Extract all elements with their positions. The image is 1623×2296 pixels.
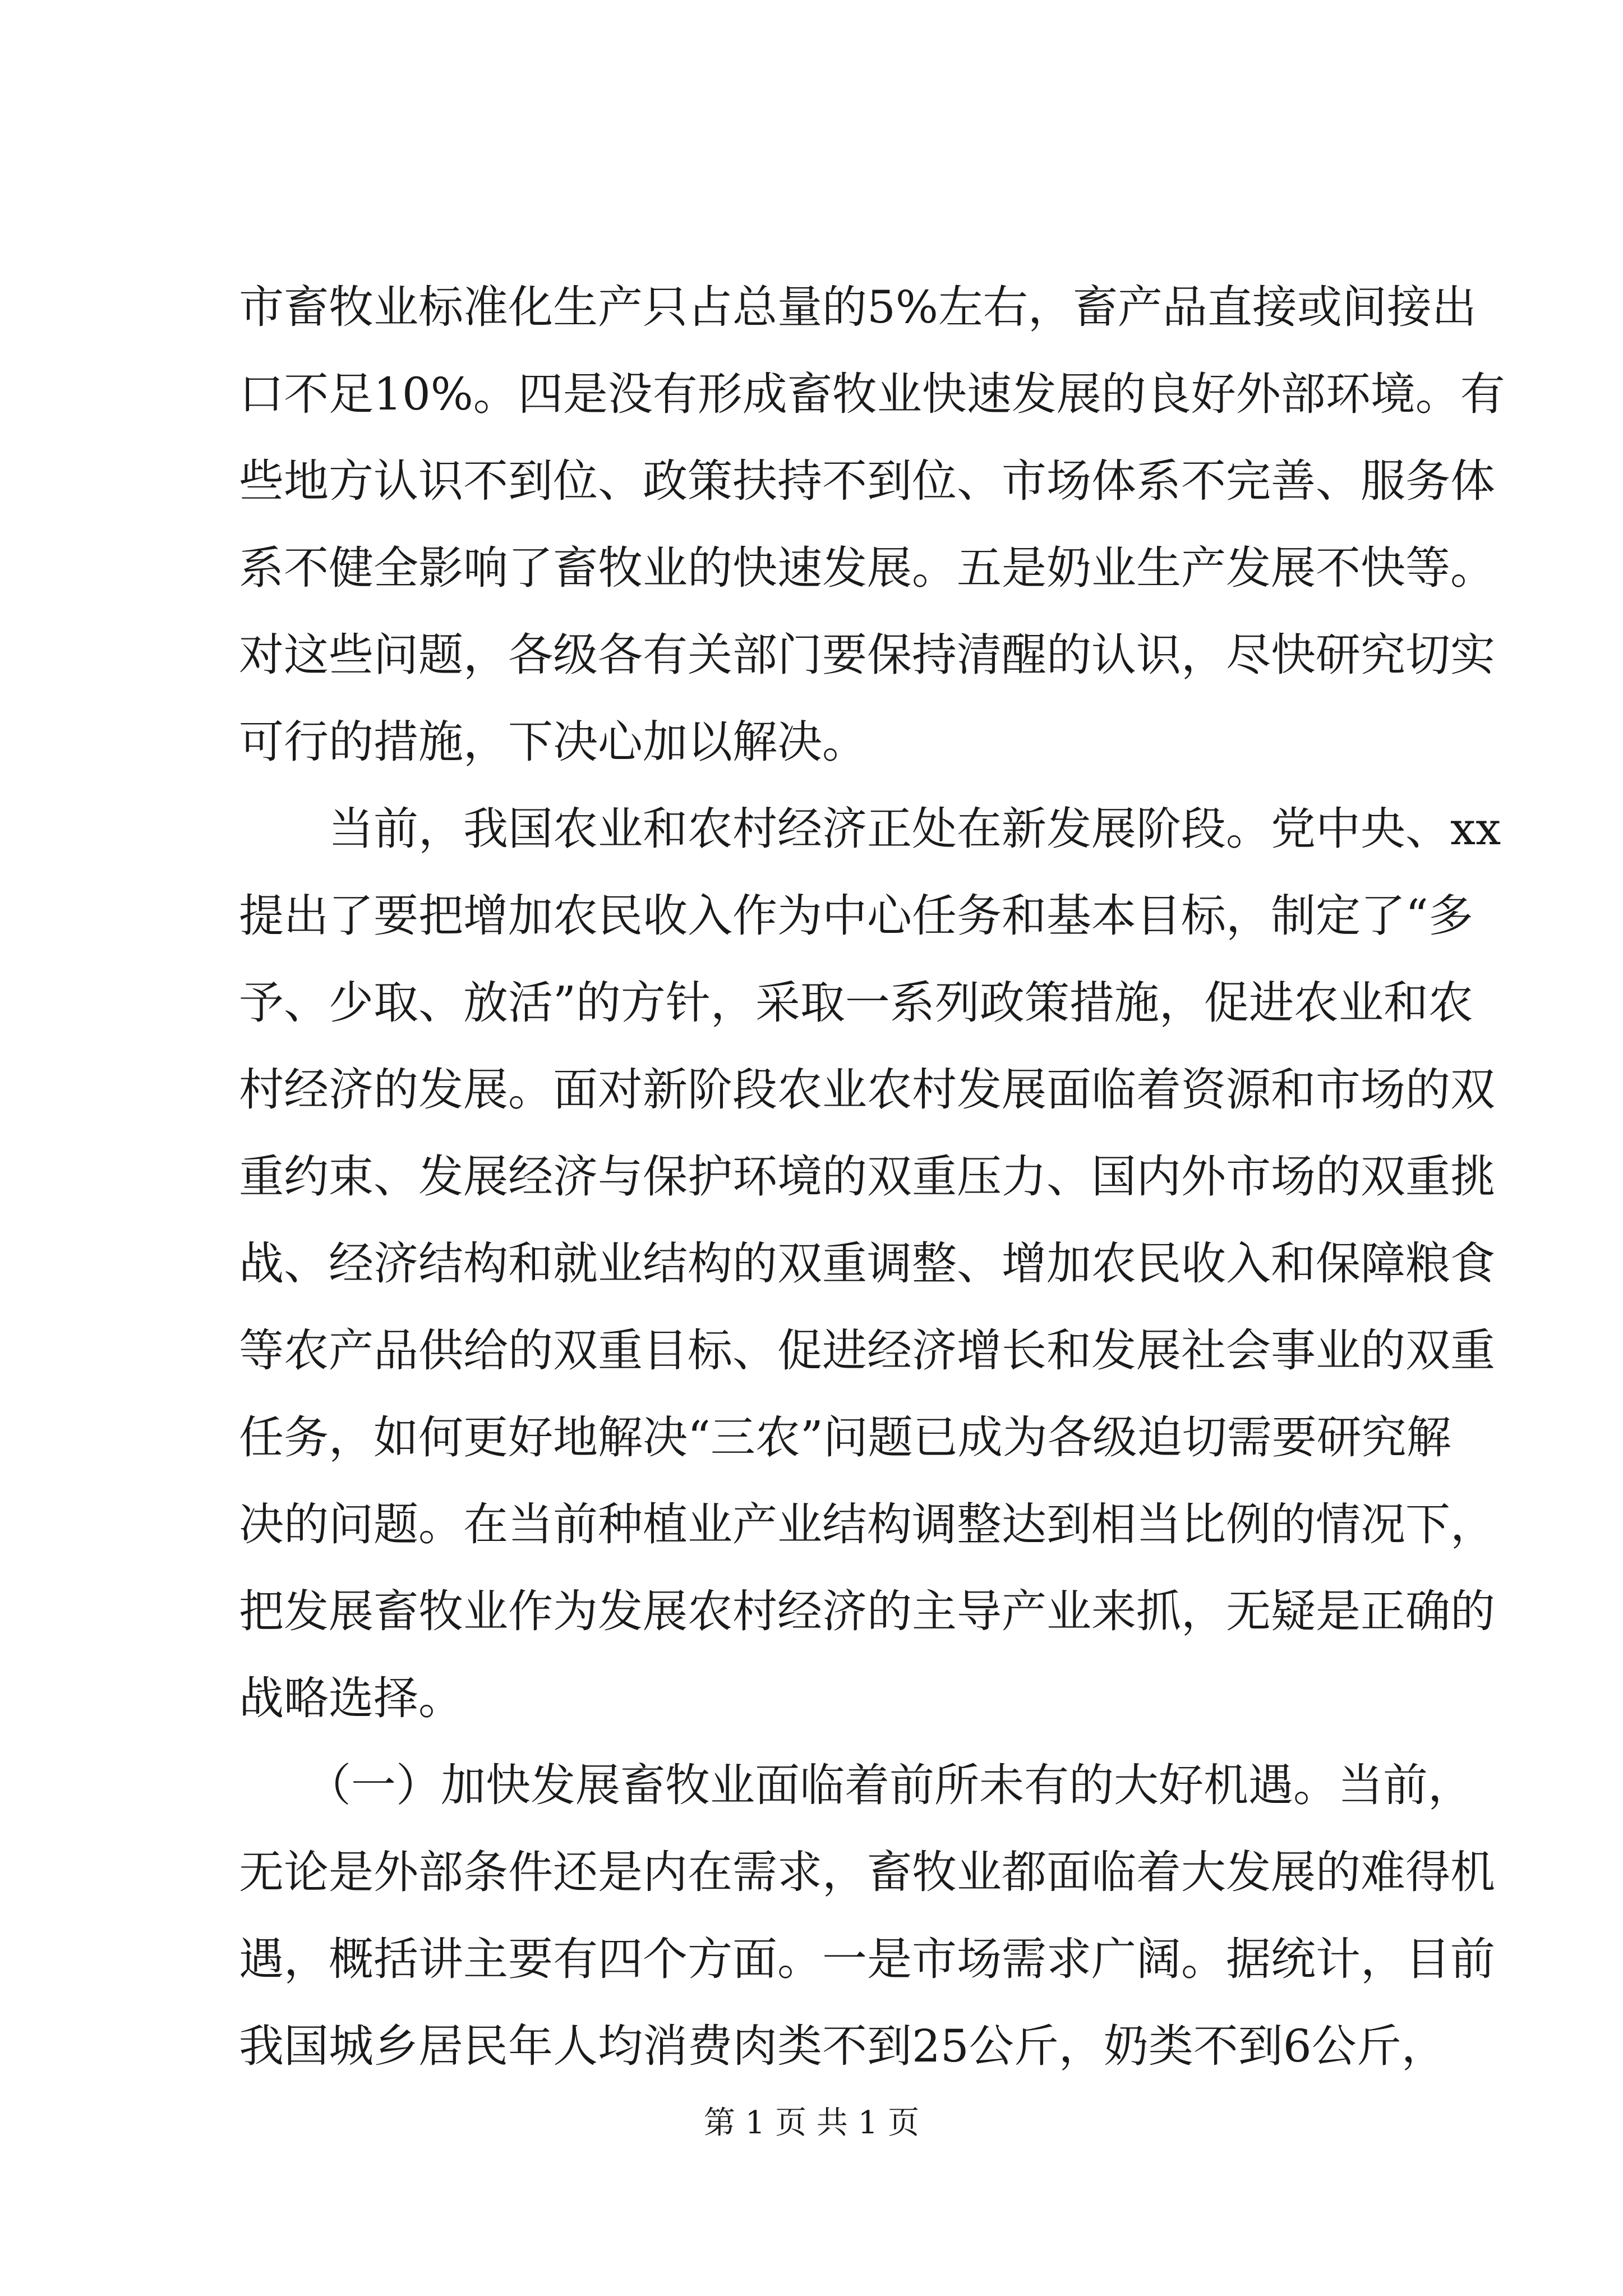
text-line: 予、少取、放活”的方针，采取一系列政策措施，促进农业和农 bbox=[239, 977, 1473, 1029]
text-line: 市畜牧业标准化生产只占总量的5%左右，畜产品直接或间接出 bbox=[239, 281, 1477, 333]
text-line: 可行的措施，下决心加以解决。 bbox=[239, 716, 867, 768]
text-line: 遇，概括讲主要有四个方面。一是市场需求广阔。据统计，目前 bbox=[239, 1933, 1495, 1985]
text-line: 对这些问题，各级各有关部门要保持清醒的认识，尽快研究切实 bbox=[239, 629, 1495, 681]
paragraph-3 bbox=[239, 1742, 1495, 2090]
text-line: 战略选择。 bbox=[239, 1672, 463, 1724]
document-body bbox=[239, 264, 1505, 2090]
text-line: 决的问题。在当前种植业产业结构调整达到相当比例的情况下， bbox=[239, 1498, 1495, 1550]
paragraph-1 bbox=[239, 264, 1505, 785]
text-line: 重约束、发展经济与保护环境的双重压力、国内外市场的双重挑 bbox=[239, 1151, 1495, 1203]
text-line: 等农产品供给的双重目标、促进经济增长和发展社会事业的双重 bbox=[239, 1324, 1495, 1377]
text-line: 系不健全影响了畜牧业的快速发展。五是奶业生产发展不快等。 bbox=[239, 542, 1495, 594]
text-line: 无论是外部条件还是内在需求，畜牧业都面临着大发展的难得机 bbox=[239, 1846, 1495, 1898]
text-line: 当前，我国农业和农村经济正处在新发展阶段。党中央、xx bbox=[239, 803, 1501, 855]
text-line: 些地方认识不到位、政策扶持不到位、市场体系不完善、服务体 bbox=[239, 455, 1495, 507]
text-line: 口不足10%。四是没有形成畜牧业快速发展的良好外部环境。有 bbox=[239, 368, 1505, 420]
text-line: 战、经济结构和就业结构的双重调整、增加农民收入和保障粮食 bbox=[239, 1237, 1495, 1290]
text-line: 把发展畜牧业作为发展农村经济的主导产业来抓，无疑是正确的 bbox=[239, 1585, 1495, 1637]
text-line: 我国城乡居民年人均消费肉类不到25公斤，奶类不到6公斤， bbox=[239, 2020, 1446, 2072]
page-number-footer: 第 1 页 共 1 页 bbox=[703, 2105, 920, 2141]
text-line: 提出了要把增加农民收入作为中心任务和基本目标，制定了“多 bbox=[239, 890, 1473, 942]
text-line: （一）加快发展畜牧业面临着前所未有的大好机遇。当前， bbox=[239, 1759, 1473, 1811]
paragraph-2 bbox=[239, 785, 1501, 1742]
text-line: 村经济的发展。面对新阶段农业农村发展面临着资源和市场的双 bbox=[239, 1064, 1495, 1116]
text-line: 任务，如何更好地解决“三农”问题已成为各级迫切需要研究解 bbox=[239, 1411, 1451, 1464]
